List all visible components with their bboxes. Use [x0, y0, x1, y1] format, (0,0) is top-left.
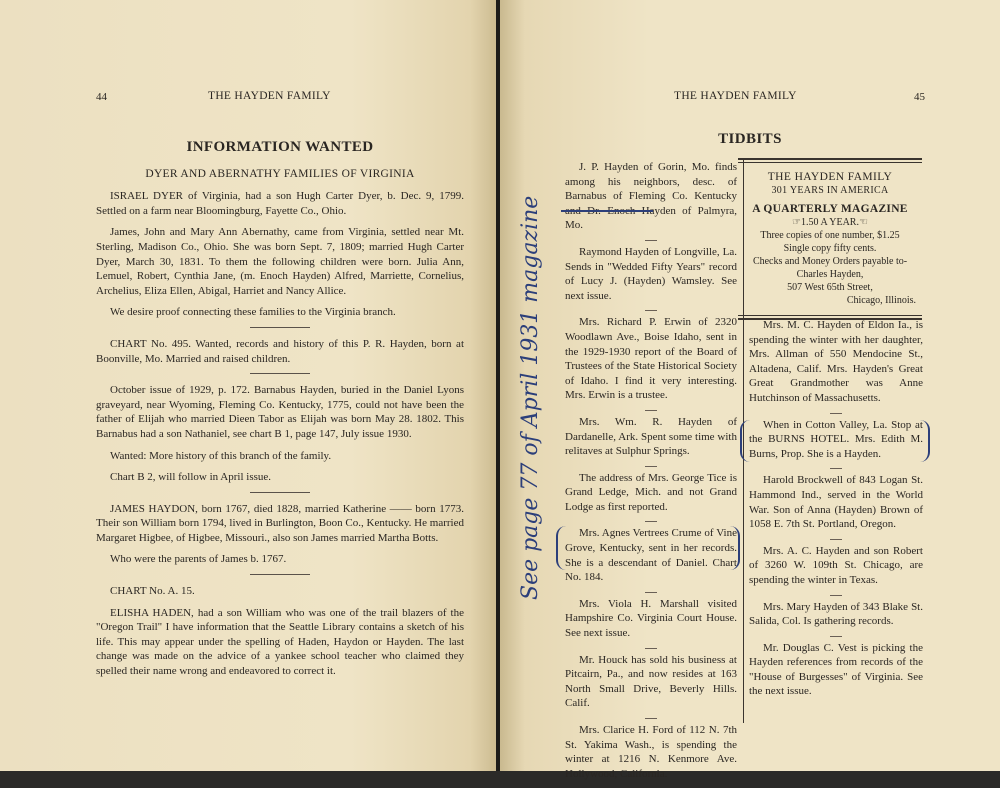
magazine-name: THE HAYDEN FAMILY: [767, 171, 893, 183]
divider: [645, 240, 657, 241]
tidbit-item: Mrs. Viola H. Marshall visited Hampshire Co. Virginia Court House. See next issue.: [565, 597, 737, 640]
divider: [250, 327, 310, 328]
section-subtitle: DYER AND ABERNATHY FAMILIES OF VIRGINIA: [145, 167, 415, 180]
divider: [645, 592, 657, 593]
tidbit-item: Mrs. A. C. Hayden and son Robert of 3260 W. 109th St. Chicago, are spending the winter in Texas.: [749, 544, 923, 586]
running-head: THE HAYDEN FAMILY: [674, 90, 797, 102]
price: ☞1.50 A YEAR.☜: [792, 217, 868, 228]
payee: Charles Hayden,: [796, 269, 864, 280]
single-price: Single copy fifty cents.: [783, 243, 877, 254]
copies-price: Three copies of one number, $1.25: [760, 230, 900, 241]
paragraph: We desire proof connecting these families to the Virginia branch.: [110, 306, 396, 319]
left-page: [0, 0, 500, 771]
street: 507 West 65th Street,: [787, 282, 873, 293]
divider: [645, 718, 657, 719]
ink-bracket: [556, 526, 740, 570]
paragraph: James, John and Mary Ann Abernathy, came from Virginia, settled near Mt. Sterling, Madison Co., Ohio. She was born Sept. 7, 1809; married Hugh Carter Dyer, March 30, 1831. To them the following children were born. Julia Ann, Lemuel, Robert, Cynthia Jane, (m. Enoch Hayden) Alfred, Marriette, Cornelius, Archelius, Eliza Ellen, Abigal, Harriet and Nancy Allice.: [96, 226, 464, 297]
divider: [830, 539, 842, 540]
tidbit-item: When in Cotton Valley, La. Stop at the BURNS HOTEL. Mrs. Edith M. Burns, Prop. She is a Hayden.: [749, 418, 923, 460]
divider: [830, 468, 842, 469]
paragraph: ELISHA HADEN, had a son William who was one of the trail blazers of the "Oregon Trail" I have information that the Seattle Library contains a sketch of his life. This may appear under the spelling of Haden, Haydon or Hayden. The last change was made on the advice of a yankee school teacher who claimed they spelled their name wrong and endeavored to correct it.: [96, 606, 464, 678]
tidbit-item: Raymond Hayden of Longville, La. Sends in "Wedded Fifty Years" record of Lucy J. (Hayden) Wamsley. See next issue.: [565, 245, 737, 302]
tidbit-item: Mr. Houck has sold his business at Pitcairn, Pa., and now resides at 163 North Small Drive, Beverly Hills. Calif.: [565, 653, 737, 710]
page-number: 44: [96, 91, 107, 103]
ink-underline: [561, 210, 653, 212]
paragraph: October issue of 1929, p. 172. Barnabus Hayden, buried in the Daniel Lyons graveyard, near Wyoming, Fleming Co. Kentucky, 1775, could not have been the father of Elijah who married Dieen Tabor as Elijah was born May 28. 1802. This Barnabus had a son Nathaniel, see chart B 1, page 147, July issue 1930.: [96, 384, 464, 440]
tidbit-item: Mrs. Agnes Vertrees Crume of Vine Grove, Kentucky, sent in her records. She is a descendant of Daniel. Chart No. 184.: [565, 527, 737, 584]
divider: [250, 373, 310, 374]
divider: [830, 636, 842, 637]
section-title: INFORMATION WANTED: [186, 139, 374, 155]
running-head: THE HAYDEN FAMILY: [208, 90, 331, 102]
tidbit-item: Harold Brockwell of 843 Logan St. Hammond Ind., served in the World War. Son of Anna (Hayden) Brown of 1058 E. 7th St. Portland, Oregon.: [749, 474, 923, 531]
ink-bracket: [740, 420, 930, 462]
subscription-box: [738, 158, 922, 322]
paragraph: Who were the parents of James b. 1767.: [110, 553, 287, 566]
magazine-years: 301 YEARS IN AMERICA: [771, 185, 889, 196]
information-wanted-column: [96, 140, 464, 686]
divider: [645, 310, 657, 311]
paragraph: CHART No. 495. Wanted, records and history of this P. R. Hayden, born at Boonville, Mo. Married and raised children.: [96, 337, 464, 365]
divider: [830, 413, 842, 414]
city: Chicago, Illinois.: [846, 295, 916, 306]
tidbit-item: Mrs. M. C. Hayden of Eldon Ia., is spending the winter with her daughter, Mrs. Allman of 550 Mendocine St., Altadena, Calif. Mrs. Hayden's Great Great Grandmother was Anne Hutchinson of Massachusetts.: [749, 319, 923, 404]
paragraph: ISRAEL DYER of Virginia, had a son Hugh Carter Dyer, b. Dec. 9, 1799. Settled on a farm near Bloomingburg, Fayette Co., Ohio.: [96, 190, 464, 217]
paragraph: CHART No. A. 15.: [110, 585, 195, 598]
tidbits-column-1: [565, 160, 737, 788]
page-number: 45: [914, 91, 925, 103]
handwritten-note: See page 77 of April 1931 magazine: [518, 195, 543, 600]
paragraph: Chart B 2, will follow in April issue.: [110, 471, 272, 484]
payment-note: Checks and Money Orders payable to-: [752, 256, 908, 267]
tidbit-item: Mrs. Wm. R. Hayden of Dardanelle, Ark. Spent some time with relitaves at Sulphur Springs.: [565, 415, 737, 458]
tidbits-column-2: [749, 318, 923, 706]
tidbit-item: J. P. Hayden of Gorin, Mo. finds among his neighbors, desc. of Barnabus of Fleming Co. Kentucky and Dr. Enoch Hayden of Palmyra, Mo.: [565, 161, 737, 232]
divider: [250, 492, 310, 493]
divider: [645, 466, 657, 467]
tidbit-item: Mrs. Clarice H. Ford of 112 N. 7th St. Yakima Wash., is spending the winter at 1216 N. Kenmore Ave. Hollywood, California.: [565, 724, 737, 780]
divider: [645, 410, 657, 411]
tidbit-item: Mrs. Mary Hayden of 343 Blake St. Salida, Col. Is gathering records.: [749, 600, 923, 628]
paragraph: Wanted: More history of this branch of the family.: [110, 449, 332, 462]
divider: [250, 574, 310, 575]
tidbit-item: Mr. Douglas C. Vest is picking the Hayden references from records of the "House of Burgesses" of Virginia. See the next issue.: [749, 641, 923, 698]
section-title: TIDBITS: [718, 131, 782, 147]
tidbit-item: The address of Mrs. George Tice is Grand Ledge, Mich. and not Grand Lodge as first reported.: [565, 471, 737, 513]
divider: [830, 595, 842, 596]
magazine-kind: A QUARTERLY MAGAZINE: [752, 203, 908, 215]
paragraph: JAMES HAYDON, born 1767, died 1828, married Katherine —— born 1773. Their son William born 1794, lived in Burlington, Boon Co., Kentucky. He married Margaret Higbee, of Higbee, Missouri., also son James married Martha Botts.: [96, 502, 464, 544]
divider: [645, 521, 657, 522]
tidbit-item: Mrs. Richard P. Erwin of 2320 Woodlawn Ave., Boise Idaho, sent in the 1929-1930 report of the Board of Trustees of the State Historical Society of Idaho. I find it very interesting. Mrs. Erwin is a trustee.: [565, 316, 737, 402]
divider: [645, 648, 657, 649]
